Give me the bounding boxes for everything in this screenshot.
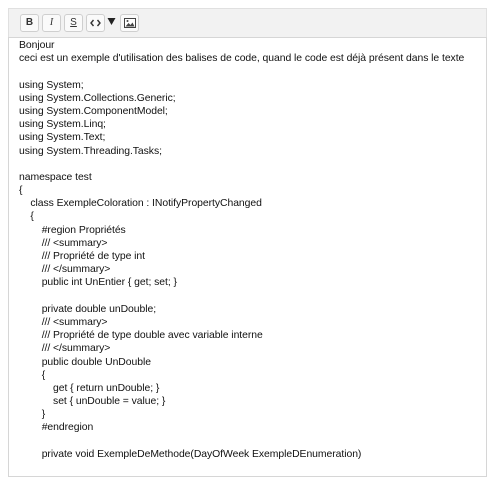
editor-line bbox=[19, 65, 476, 78]
editor-line: { bbox=[19, 369, 46, 381]
editor-line: private void ExempleDeMethode(DayOfWeek ExempleDEnumeration) bbox=[19, 448, 362, 460]
editor-line: namespace test bbox=[19, 171, 92, 183]
bold-button[interactable]: B bbox=[20, 14, 39, 32]
code-button[interactable] bbox=[86, 14, 105, 32]
editor-line: public int UnEntier { get; set; } bbox=[19, 277, 177, 289]
editor-line: /// <summary> bbox=[19, 316, 108, 328]
editor-line: private double unDouble; bbox=[19, 303, 157, 315]
editor-line: /// Propriété de type double avec variable interne bbox=[19, 330, 263, 342]
editor-line bbox=[19, 158, 476, 171]
editor-line: get { return unDouble; } bbox=[19, 382, 160, 394]
editor-toolbar bbox=[8, 8, 487, 38]
editor-line: { bbox=[19, 185, 23, 197]
editor-line: /// Propriété de type int bbox=[19, 251, 145, 262]
editor-line: { bbox=[19, 211, 34, 223]
editor-line: using System; bbox=[19, 79, 84, 91]
code-icon bbox=[90, 18, 101, 28]
editor-line: /// <summary> bbox=[19, 237, 108, 249]
editor-line bbox=[19, 290, 476, 303]
editor-line: Bonjour bbox=[19, 40, 55, 51]
code-language-dropdown[interactable] bbox=[107, 16, 116, 28]
editor-line: } bbox=[19, 409, 46, 421]
editor-line: public double UnDouble bbox=[19, 356, 151, 368]
editor-line: using System.ComponentModel; bbox=[19, 105, 168, 117]
image-icon bbox=[124, 18, 136, 28]
editor-line: using System.Collections.Generic; bbox=[19, 92, 176, 104]
strikethrough-button[interactable]: S bbox=[64, 14, 83, 32]
italic-button[interactable]: I bbox=[42, 14, 61, 32]
editor-line: /// </summary> bbox=[19, 343, 111, 355]
editor-line: ceci est un exemple d'utilisation des balises de code, quand le code est déjà présent dans le texte bbox=[19, 53, 465, 65]
editor-line: using System.Text; bbox=[19, 132, 106, 144]
editor-line: /// </summary> bbox=[19, 264, 111, 276]
editor-line: class ExempleColoration : INotifyPropertyChanged bbox=[19, 198, 262, 210]
editor-line: #endregion bbox=[19, 422, 94, 434]
insert-image-button[interactable] bbox=[120, 14, 139, 32]
triangle-down-icon bbox=[107, 16, 116, 26]
editor-line: using System.Linq; bbox=[19, 119, 106, 131]
message-editor[interactable] bbox=[8, 37, 487, 477]
editor-line bbox=[19, 435, 476, 448]
editor-line: #region Propriétés bbox=[19, 224, 126, 236]
editor-line: set { unDouble = value; } bbox=[19, 396, 166, 408]
editor-line: using System.Threading.Tasks; bbox=[19, 145, 162, 157]
